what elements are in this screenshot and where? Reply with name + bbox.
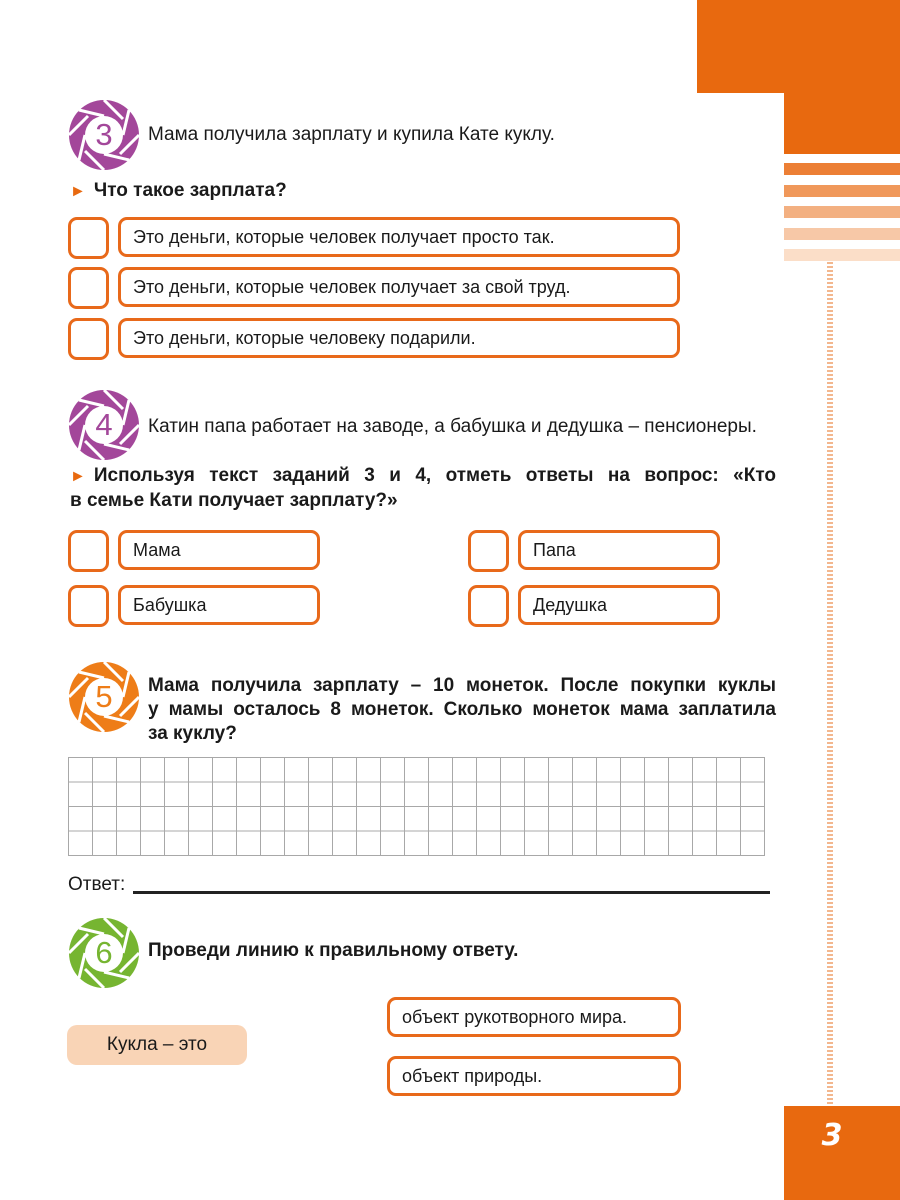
corner-decoration — [697, 0, 900, 93]
decor-stripe — [784, 206, 900, 218]
task-4-option-dedushka-checkbox[interactable] — [468, 585, 509, 627]
task-4-badge-icon — [68, 389, 140, 461]
answer-line-input[interactable] — [133, 891, 770, 894]
decor-stripe — [784, 163, 900, 175]
triangle-bullet-icon: ► — [70, 183, 86, 200]
task-5-text-line-3: за куклу? — [148, 723, 237, 744]
task-3-option-1: Это деньги, которые человек получает просто так. — [118, 217, 680, 257]
task-4-option-babushka: Бабушка — [118, 585, 320, 625]
task-number: 6 — [95, 935, 113, 970]
answer-label: Ответ: — [68, 874, 126, 895]
decor-stripe — [784, 228, 900, 240]
decor-stripe — [784, 249, 900, 261]
match-left-item[interactable]: Кукла – это — [67, 1025, 247, 1065]
match-right-item-1[interactable]: объект рукотворного мира. — [387, 997, 681, 1037]
task-4-option-papa: Папа — [518, 530, 720, 570]
task-4-question-line-2: в семье Кати получает зарплату?» — [70, 490, 398, 511]
task-number: 5 — [95, 679, 113, 714]
task-3-option-2: Это деньги, которые человек получает за свой труд. — [118, 267, 680, 307]
task-6-text: Проведи линию к правильному ответу. — [148, 940, 519, 961]
task-4-question-line-1: ► Используя текст заданий 3 и 4, отметь ответы на вопрос: «Кто — [70, 465, 776, 486]
calculation-grid[interactable] — [68, 757, 765, 856]
task-3-question: ► Что такое зарплата? — [70, 180, 287, 201]
task-number: 3 — [95, 117, 113, 152]
match-right-item-2[interactable]: объект природы. — [387, 1056, 681, 1096]
corner-decoration-lower — [784, 92, 900, 154]
task-5-text-line-2: у мамы осталось 8 монеток. Сколько монеток мама заплатила — [148, 699, 776, 720]
task-number: 4 — [95, 407, 113, 442]
task-3-option-3-checkbox[interactable] — [68, 318, 109, 360]
task-4-option-mama-checkbox[interactable] — [68, 530, 109, 572]
task-6-badge-icon — [68, 917, 140, 989]
task-4-option-mama: Мама — [118, 530, 320, 570]
task-4-text: Катин папа работает на заводе, а бабушка и дедушка – пенсионеры. — [148, 416, 757, 437]
triangle-bullet-icon: ► — [70, 468, 86, 485]
task-3-text: Мама получила зарплату и купила Кате куклу. — [148, 124, 555, 145]
task-5-badge-icon — [68, 661, 140, 733]
task-5-text-line-1: Мама получила зарплату – 10 монеток. После покупки куклы — [148, 675, 776, 696]
task-4-option-dedushka: Дедушка — [518, 585, 720, 625]
task-3-badge-icon — [68, 99, 140, 171]
dotted-divider — [827, 262, 833, 1107]
task-3-option-3: Это деньги, которые человеку подарили. — [118, 318, 680, 358]
task-4-option-babushka-checkbox[interactable] — [68, 585, 109, 627]
task-3-option-1-checkbox[interactable] — [68, 217, 109, 259]
decor-stripe — [784, 185, 900, 197]
page-number: 3 — [821, 1118, 843, 1153]
task-4-option-papa-checkbox[interactable] — [468, 530, 509, 572]
task-3-option-2-checkbox[interactable] — [68, 267, 109, 309]
